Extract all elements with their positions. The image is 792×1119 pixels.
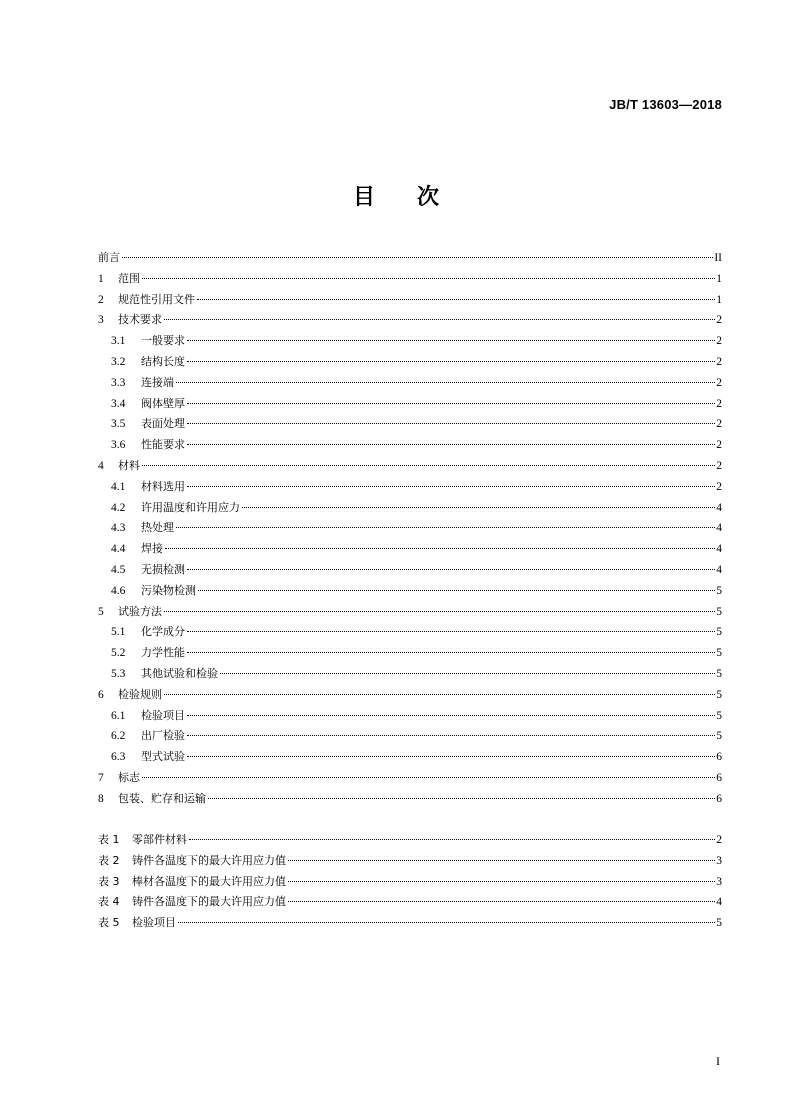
dot-leader bbox=[189, 838, 715, 840]
toc-entry-page: 6 bbox=[716, 792, 722, 805]
toc-entry-title: 标志 bbox=[118, 770, 140, 784]
table-entry-page: 2 bbox=[716, 834, 722, 846]
toc-entry-title: 焊接 bbox=[141, 542, 163, 556]
dot-leader bbox=[187, 755, 715, 757]
dot-leader bbox=[187, 651, 715, 653]
list-of-tables bbox=[98, 830, 722, 934]
toc-entry-page: 2 bbox=[716, 335, 722, 348]
toc-entry-page: 5 bbox=[716, 667, 722, 680]
toc-entry-page: 2 bbox=[716, 314, 722, 327]
toc-entry-title: 污染物检测 bbox=[141, 583, 196, 597]
toc-entry-page: 5 bbox=[716, 605, 722, 618]
toc-entry-page: 2 bbox=[716, 480, 722, 493]
toc-entry-page: 5 bbox=[716, 709, 722, 722]
toc-entry-title: 表面处理 bbox=[141, 417, 185, 431]
table-of-contents bbox=[98, 248, 722, 810]
toc-entry[interactable] bbox=[98, 664, 722, 685]
toc-entry-page: 2 bbox=[716, 439, 722, 452]
toc-entry-page: 1 bbox=[716, 293, 722, 306]
dot-leader bbox=[142, 776, 715, 778]
table-entry-label: 表 4 bbox=[98, 895, 120, 909]
toc-entry-page: 5 bbox=[716, 730, 722, 743]
dot-leader bbox=[242, 506, 715, 508]
toc-entry-title: 性能要求 bbox=[141, 438, 185, 452]
dot-leader bbox=[208, 797, 715, 799]
page-number: I bbox=[716, 1054, 720, 1068]
toc-entry-number: 6.1 bbox=[111, 709, 126, 722]
toc-entry[interactable] bbox=[98, 310, 722, 331]
toc-entry-page: 5 bbox=[716, 647, 722, 660]
dot-leader bbox=[220, 672, 715, 674]
toc-entry-page: 5 bbox=[716, 626, 722, 639]
table-entry-page: 5 bbox=[716, 917, 722, 930]
toc-entry[interactable] bbox=[98, 498, 722, 519]
toc-entry-page: 2 bbox=[716, 376, 722, 389]
toc-entry[interactable] bbox=[98, 435, 722, 456]
dot-leader bbox=[164, 318, 715, 320]
dot-leader bbox=[187, 734, 715, 736]
toc-entry-number: 7 bbox=[98, 771, 104, 784]
dot-leader bbox=[164, 693, 715, 695]
toc-entry[interactable] bbox=[98, 747, 722, 768]
toc-entry-title: 规范性引用文件 bbox=[118, 292, 195, 306]
dot-leader bbox=[187, 443, 715, 445]
page-title bbox=[0, 180, 792, 211]
toc-entry[interactable] bbox=[98, 560, 722, 581]
toc-entry-page: 2 bbox=[716, 459, 722, 472]
table-entry[interactable] bbox=[98, 892, 722, 913]
toc-entry-page: 6 bbox=[716, 751, 722, 764]
toc-entry-title: 材料选用 bbox=[141, 479, 185, 493]
dot-leader bbox=[198, 589, 715, 591]
toc-entry-page: 2 bbox=[716, 355, 722, 368]
title-char-2: 次 bbox=[417, 185, 440, 210]
toc-entry[interactable] bbox=[98, 456, 722, 477]
toc-entry[interactable] bbox=[98, 373, 722, 394]
toc-entry-number: 1 bbox=[98, 272, 104, 285]
toc-entry-title: 试验方法 bbox=[118, 604, 162, 618]
toc-entry-number: 3.1 bbox=[111, 335, 126, 348]
dot-leader bbox=[142, 464, 715, 466]
table-entry[interactable] bbox=[98, 851, 722, 872]
toc-entry-number: 5 bbox=[98, 605, 104, 618]
dot-leader bbox=[176, 526, 715, 528]
toc-entry[interactable] bbox=[98, 581, 722, 602]
dot-leader bbox=[187, 568, 715, 570]
toc-entry[interactable] bbox=[98, 352, 722, 373]
toc-entry[interactable] bbox=[98, 643, 722, 664]
table-entry-label: 表 3 bbox=[98, 874, 120, 888]
toc-entry[interactable] bbox=[98, 394, 722, 415]
toc-entry[interactable] bbox=[98, 706, 722, 727]
table-entry-title: 铸件各温度下的最大许用应力值 bbox=[132, 895, 286, 909]
toc-entry-title: 检验规则 bbox=[118, 687, 162, 701]
toc-entry-title: 结构长度 bbox=[141, 354, 185, 368]
toc-entry-page: 4 bbox=[716, 543, 722, 556]
dot-leader bbox=[122, 256, 713, 258]
dot-leader bbox=[288, 880, 715, 882]
dot-leader bbox=[187, 339, 715, 341]
toc-entry-number: 6 bbox=[98, 688, 104, 701]
toc-entry-page: 6 bbox=[716, 771, 722, 784]
toc-entry-page: 5 bbox=[716, 688, 722, 701]
toc-entry-title: 连接端 bbox=[141, 375, 174, 389]
toc-entry-number: 4.4 bbox=[111, 543, 126, 556]
title-char-1: 目 bbox=[352, 185, 375, 210]
toc-entry-title: 无损检测 bbox=[141, 562, 185, 576]
toc-entry-number: 4.5 bbox=[111, 563, 126, 576]
toc-entry-number: 5.3 bbox=[111, 667, 126, 680]
table-entry-page: 3 bbox=[716, 854, 722, 867]
toc-entry-page: 2 bbox=[716, 397, 722, 410]
toc-entry-title: 范围 bbox=[118, 271, 140, 285]
dot-leader bbox=[288, 900, 715, 902]
toc-entry-title: 材料 bbox=[118, 458, 140, 472]
table-entry[interactable] bbox=[98, 830, 722, 851]
toc-entry-title: 检验项目 bbox=[141, 708, 185, 722]
toc-entry-title: 其他试验和检验 bbox=[141, 666, 218, 680]
table-entry-title: 零部件材料 bbox=[132, 833, 187, 846]
dot-leader bbox=[187, 485, 715, 487]
toc-entry[interactable] bbox=[98, 768, 722, 789]
toc-entry-title: 阀体壁厚 bbox=[141, 396, 185, 410]
toc-entry-title: 包装、贮存和运输 bbox=[118, 791, 206, 805]
standard-code: JB/T 13603—2018 bbox=[609, 97, 722, 112]
table-entry-label: 表 2 bbox=[98, 853, 120, 867]
toc-entry-title: 热处理 bbox=[141, 521, 174, 535]
dot-leader bbox=[165, 547, 715, 549]
table-entry-label: 表 1 bbox=[98, 833, 120, 846]
table-entry-label: 表 5 bbox=[98, 916, 120, 930]
toc-entry-page: 1 bbox=[716, 272, 722, 285]
toc-entry[interactable] bbox=[98, 685, 722, 706]
dot-leader bbox=[187, 422, 715, 424]
toc-entry-number: 5.1 bbox=[111, 626, 126, 639]
toc-entry-page: II bbox=[714, 252, 722, 264]
toc-entry-title: 出厂检验 bbox=[141, 729, 185, 743]
toc-entry[interactable] bbox=[98, 269, 722, 290]
dot-leader bbox=[197, 298, 715, 300]
toc-entry-title: 化学成分 bbox=[141, 625, 185, 639]
toc-entry[interactable] bbox=[98, 726, 722, 747]
toc-entry[interactable] bbox=[98, 622, 722, 643]
table-entry-page: 3 bbox=[716, 875, 722, 888]
toc-entry-number: 2 bbox=[98, 293, 104, 306]
toc-entry[interactable] bbox=[98, 414, 722, 435]
toc-entry[interactable] bbox=[98, 290, 722, 311]
toc-entry-title: 型式试验 bbox=[141, 750, 185, 764]
toc-entry[interactable] bbox=[98, 539, 722, 560]
toc-entry-number: 4 bbox=[98, 459, 104, 472]
toc-entry-number: 4.6 bbox=[111, 584, 126, 597]
toc-entry-number: 6.3 bbox=[111, 751, 126, 764]
toc-entry-number: 3.6 bbox=[111, 439, 126, 452]
toc-entry-number: 8 bbox=[98, 792, 104, 805]
toc-entry-number: 3.4 bbox=[111, 397, 126, 410]
table-entry[interactable] bbox=[98, 913, 722, 934]
dot-leader bbox=[164, 610, 715, 612]
table-entry[interactable] bbox=[98, 872, 722, 893]
toc-entry-number: 3 bbox=[98, 314, 104, 327]
toc-entry-page: 4 bbox=[716, 563, 722, 576]
toc-entry-title: 许用温度和许用应力 bbox=[141, 500, 240, 514]
dot-leader bbox=[187, 714, 715, 716]
toc-entry[interactable] bbox=[98, 602, 722, 623]
toc-entry-number: 5.2 bbox=[111, 647, 126, 660]
table-entry-page: 4 bbox=[716, 896, 722, 909]
dot-leader bbox=[187, 402, 715, 404]
dot-leader bbox=[142, 277, 715, 279]
toc-entry[interactable] bbox=[98, 248, 722, 269]
toc-entry-title: 力学性能 bbox=[141, 646, 185, 660]
toc-entry-number: 4.2 bbox=[111, 501, 126, 514]
toc-entry-title: 技术要求 bbox=[118, 313, 162, 327]
toc-entry-page: 4 bbox=[716, 522, 722, 535]
dot-leader bbox=[176, 381, 715, 383]
dot-leader bbox=[178, 921, 715, 923]
dot-leader bbox=[187, 630, 715, 632]
toc-entry[interactable] bbox=[98, 477, 722, 498]
toc-entry-title: 前言 bbox=[98, 251, 120, 264]
toc-entry[interactable] bbox=[98, 789, 722, 810]
toc-entry-title: 一般要求 bbox=[141, 334, 185, 348]
toc-entry[interactable] bbox=[98, 331, 722, 352]
toc-entry-number: 4.1 bbox=[111, 480, 126, 493]
toc-entry-number: 3.5 bbox=[111, 418, 126, 431]
toc-entry-number: 3.3 bbox=[111, 376, 126, 389]
toc-entry-page: 2 bbox=[716, 418, 722, 431]
table-entry-title: 铸件各温度下的最大许用应力值 bbox=[132, 853, 286, 867]
table-entry-title: 检验项目 bbox=[132, 916, 176, 930]
dot-leader bbox=[288, 859, 715, 861]
toc-entry-page: 4 bbox=[716, 501, 722, 514]
toc-entry-page: 5 bbox=[716, 584, 722, 597]
toc-entry-number: 6.2 bbox=[111, 730, 126, 743]
toc-entry[interactable] bbox=[98, 518, 722, 539]
table-entry-title: 棒材各温度下的最大许用应力值 bbox=[132, 874, 286, 888]
toc-entry-number: 3.2 bbox=[111, 355, 126, 368]
dot-leader bbox=[187, 360, 715, 362]
toc-entry-number: 4.3 bbox=[111, 522, 126, 535]
